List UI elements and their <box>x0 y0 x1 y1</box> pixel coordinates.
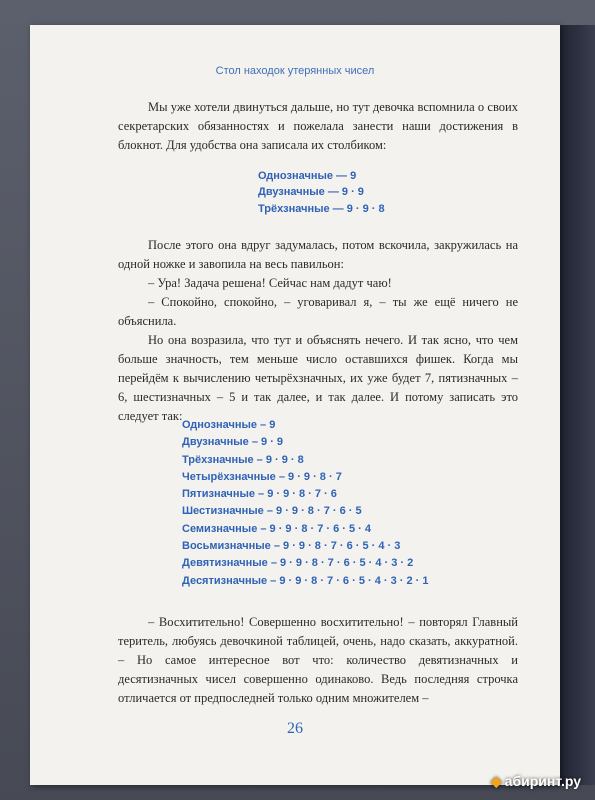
paragraph-3 <box>118 613 518 708</box>
list-item: Восьмизначные – 9 · 9 · 8 · 7 · 6 · 5 · 4 · 3 <box>182 540 401 553</box>
book-cover-edge <box>555 25 595 785</box>
book-page <box>30 25 560 785</box>
list-item: Четырёхзначные – 9 · 9 · 8 · 7 <box>182 470 342 483</box>
list-item: Однозначные – 9 <box>182 419 276 431</box>
page-number: 26 <box>287 720 303 737</box>
list-item: Десятизначные – 9 · 9 · 8 · 7 · 6 · 5 · 4 · 3 · 2 · 1 <box>182 574 429 587</box>
list-item: Двузначные – 9 · 9 <box>182 436 284 449</box>
list-item: Трёхзначные – 9 · 9 · 8 <box>182 453 304 466</box>
list-item: Девятизначные – 9 · 9 · 8 · 7 · 6 · 5 · 4 · 3 · 2 <box>182 557 414 570</box>
site-watermark <box>491 773 581 790</box>
list-item: Трёхзначные — 9 · 9 · 8 <box>258 202 385 215</box>
paragraph-1 <box>118 98 518 155</box>
paragraph-2-line: – Ура! Задача решена! Сейчас нам дадут чаю! <box>148 276 392 290</box>
list-item: Шестизначные – 9 · 9 · 8 · 7 · 6 · 5 <box>182 505 362 518</box>
paragraph-2-line: – Спокойно, спокойно, – уговаривал я, – ты же ещё ничего не объяснила. <box>118 295 518 328</box>
paragraph-2 <box>118 236 518 426</box>
digit-list-short <box>258 168 385 217</box>
paragraph-1-text: Мы уже хотели двинуться дальше, но тут девочка вспомнила о своих секретарских обязанностях и пожелала занести наши достижения в блокнот. Для удобства она записала их столбиком: <box>118 100 518 152</box>
paragraph-3-text: – Восхитительно! Совершенно восхитительно! – повторял Главный теритель, любуясь девочкиной таблицей, очень, надо сказать, аккуратной. – Но самое интересное вот что: количество девятизначных и десятизначных чисел совершенно одинаково. Ведь последняя строчка отличается от предпоследней только одним множителем – <box>118 615 518 705</box>
paragraph-2-line: Но она возразила, что тут и объяснять нечего. И так ясно, что чем больше значность, тем меньше число оставшихся фишек. Когда мы перейдём к вычислению четырёхзначных, их уже будет 7, пятизначных – 6, шестизначных – 5 и так далее, и так далее. И потому записать это следует так: <box>118 333 518 423</box>
list-item: Пятизначные – 9 · 9 · 8 · 7 · 6 <box>182 488 337 501</box>
list-item: Однозначные — 9 <box>258 170 357 182</box>
paragraph-2-line: После этого она вдруг задумалась, потом вскочила, закружилась на одной ножке и завопила на весь павильон: <box>118 238 518 271</box>
watermark-text: абиринт.ру <box>504 773 581 789</box>
running-header: Стол находок утерянных чисел <box>215 65 375 77</box>
list-item: Семизначные – 9 · 9 · 8 · 7 · 6 · 5 · 4 <box>182 522 372 535</box>
digit-list-full <box>182 417 429 590</box>
watermark-logo-icon: ◆ <box>490 773 502 789</box>
list-item: Двузначные — 9 · 9 <box>258 186 364 199</box>
